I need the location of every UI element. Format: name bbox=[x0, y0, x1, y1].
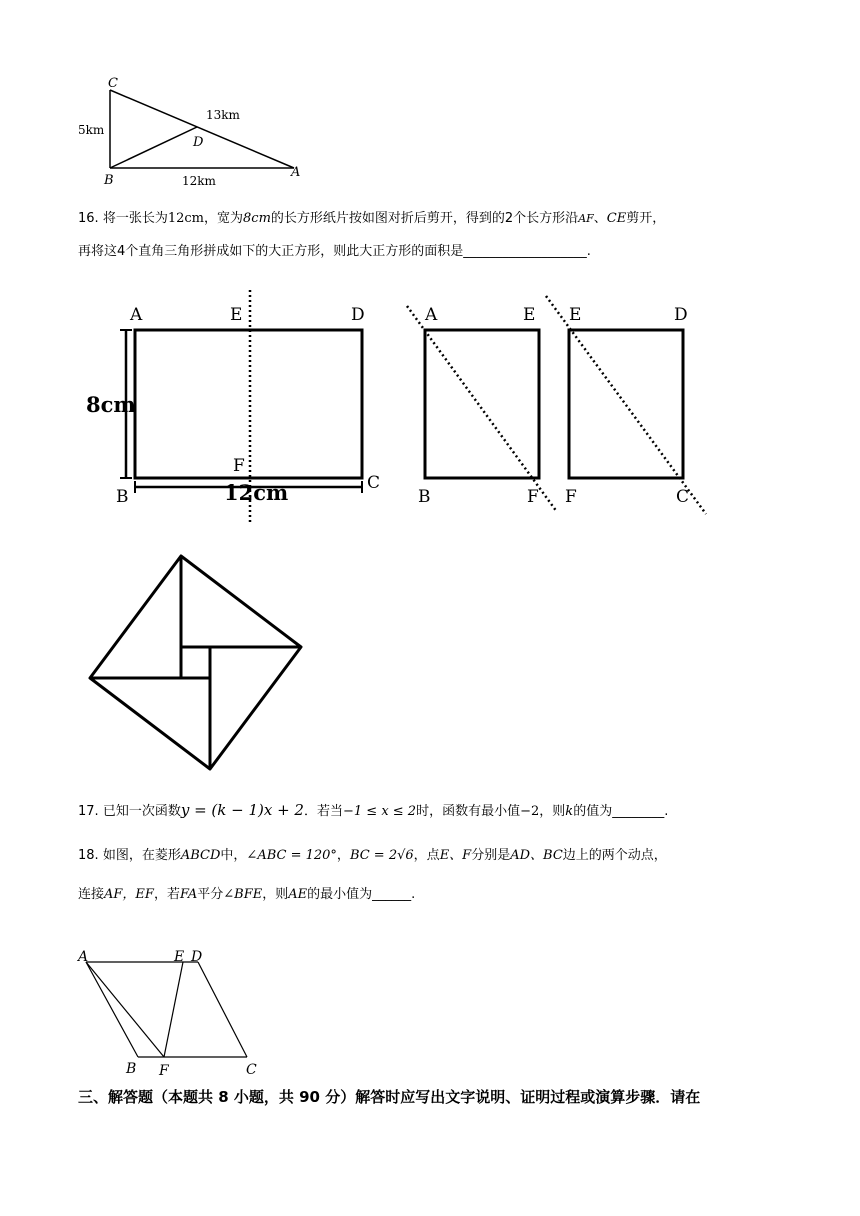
fig18-label-b: B bbox=[126, 1061, 137, 1077]
fig16-label-f3: F bbox=[565, 487, 577, 507]
label-c: C bbox=[108, 76, 118, 91]
length-value: 12cm bbox=[167, 211, 204, 226]
fig18-label-e: E bbox=[174, 949, 185, 965]
fig16-label-e1: E bbox=[230, 305, 243, 325]
side-ca-label: 13km bbox=[206, 108, 240, 122]
function-expression: y = (k − 1)x + 2 bbox=[180, 801, 304, 819]
minimum-value: −2 bbox=[520, 804, 540, 819]
question-number: 16. bbox=[78, 211, 99, 226]
question-16-line-1: 16. 将一张长为12cm，宽为8cm的长方形纸片按如图对折后剪开，得到的2个长方形沿AF、CE剪开， bbox=[78, 211, 666, 226]
side-ba-label: 12km bbox=[182, 174, 216, 188]
question-number: 18. bbox=[78, 848, 99, 863]
bc-length: BC = 2√6 bbox=[349, 848, 414, 863]
label-b: B bbox=[104, 173, 114, 188]
question-18-line-1: 18. 如图，在菱形ABCD中，∠ABC = 120°，BC = 2√6，点E、F分别是AD、BC边上的两个动点， bbox=[78, 848, 667, 863]
section-3-heading: 三、解答题（本题共 8 小题，共 90 分）解答时应写出文字说明、证明过程或演算步骤．请在 bbox=[78, 1088, 701, 1106]
question-number: 17. bbox=[78, 804, 99, 819]
side-cb-label: 5km bbox=[78, 123, 105, 137]
fig16-label-b1: B bbox=[116, 487, 129, 507]
fig16-label-d3: D bbox=[674, 305, 688, 325]
fig16-label-e3: E bbox=[569, 305, 582, 325]
label-a: A bbox=[291, 165, 301, 180]
question-17: 17. 已知一次函数y = (k − 1)x + 2．若当−1 ≤ x ≤ 2时，函数有最小值−2，则k的值为________. bbox=[78, 801, 669, 819]
figure-16-assembled-square bbox=[80, 548, 320, 778]
fig16-label-f2: F bbox=[527, 487, 539, 507]
fig16-label-e2: E bbox=[523, 305, 536, 325]
domain-range: −1 ≤ x ≤ 2 bbox=[343, 804, 417, 819]
angle-value: ∠ABC = 120° bbox=[246, 848, 337, 863]
label-d: D bbox=[193, 135, 204, 150]
fig16-label-a2: A bbox=[425, 305, 438, 325]
width-label: 12cm bbox=[224, 480, 289, 505]
fig18-label-f: F bbox=[159, 1063, 169, 1078]
fig16-label-c3: C bbox=[676, 487, 690, 507]
height-label: 8cm bbox=[86, 392, 136, 417]
figure-15-triangle bbox=[70, 72, 320, 192]
fig16-label-d1: D bbox=[351, 305, 365, 325]
fig16-label-b2: B bbox=[418, 487, 431, 507]
figure-18-rhombus bbox=[70, 942, 290, 1078]
figure-16-rectangles bbox=[80, 290, 730, 530]
fig18-label-c: C bbox=[246, 1062, 257, 1078]
fig16-label-f1: F bbox=[233, 456, 245, 476]
width-value: 8cm bbox=[243, 211, 271, 226]
question-16-line-2: 再将这4个直角三角形拼成如下的大正方形，则此大正方形的面积是___________________. bbox=[78, 244, 591, 259]
fig16-label-c1: C bbox=[367, 473, 381, 493]
question-18-line-2: 连接AF，EF，若FA平分∠BFE，则AE的最小值为______. bbox=[78, 887, 416, 902]
fig16-label-a1: A bbox=[130, 305, 143, 325]
fig18-label-d: D bbox=[191, 949, 203, 965]
fig18-label-a: A bbox=[78, 949, 89, 965]
